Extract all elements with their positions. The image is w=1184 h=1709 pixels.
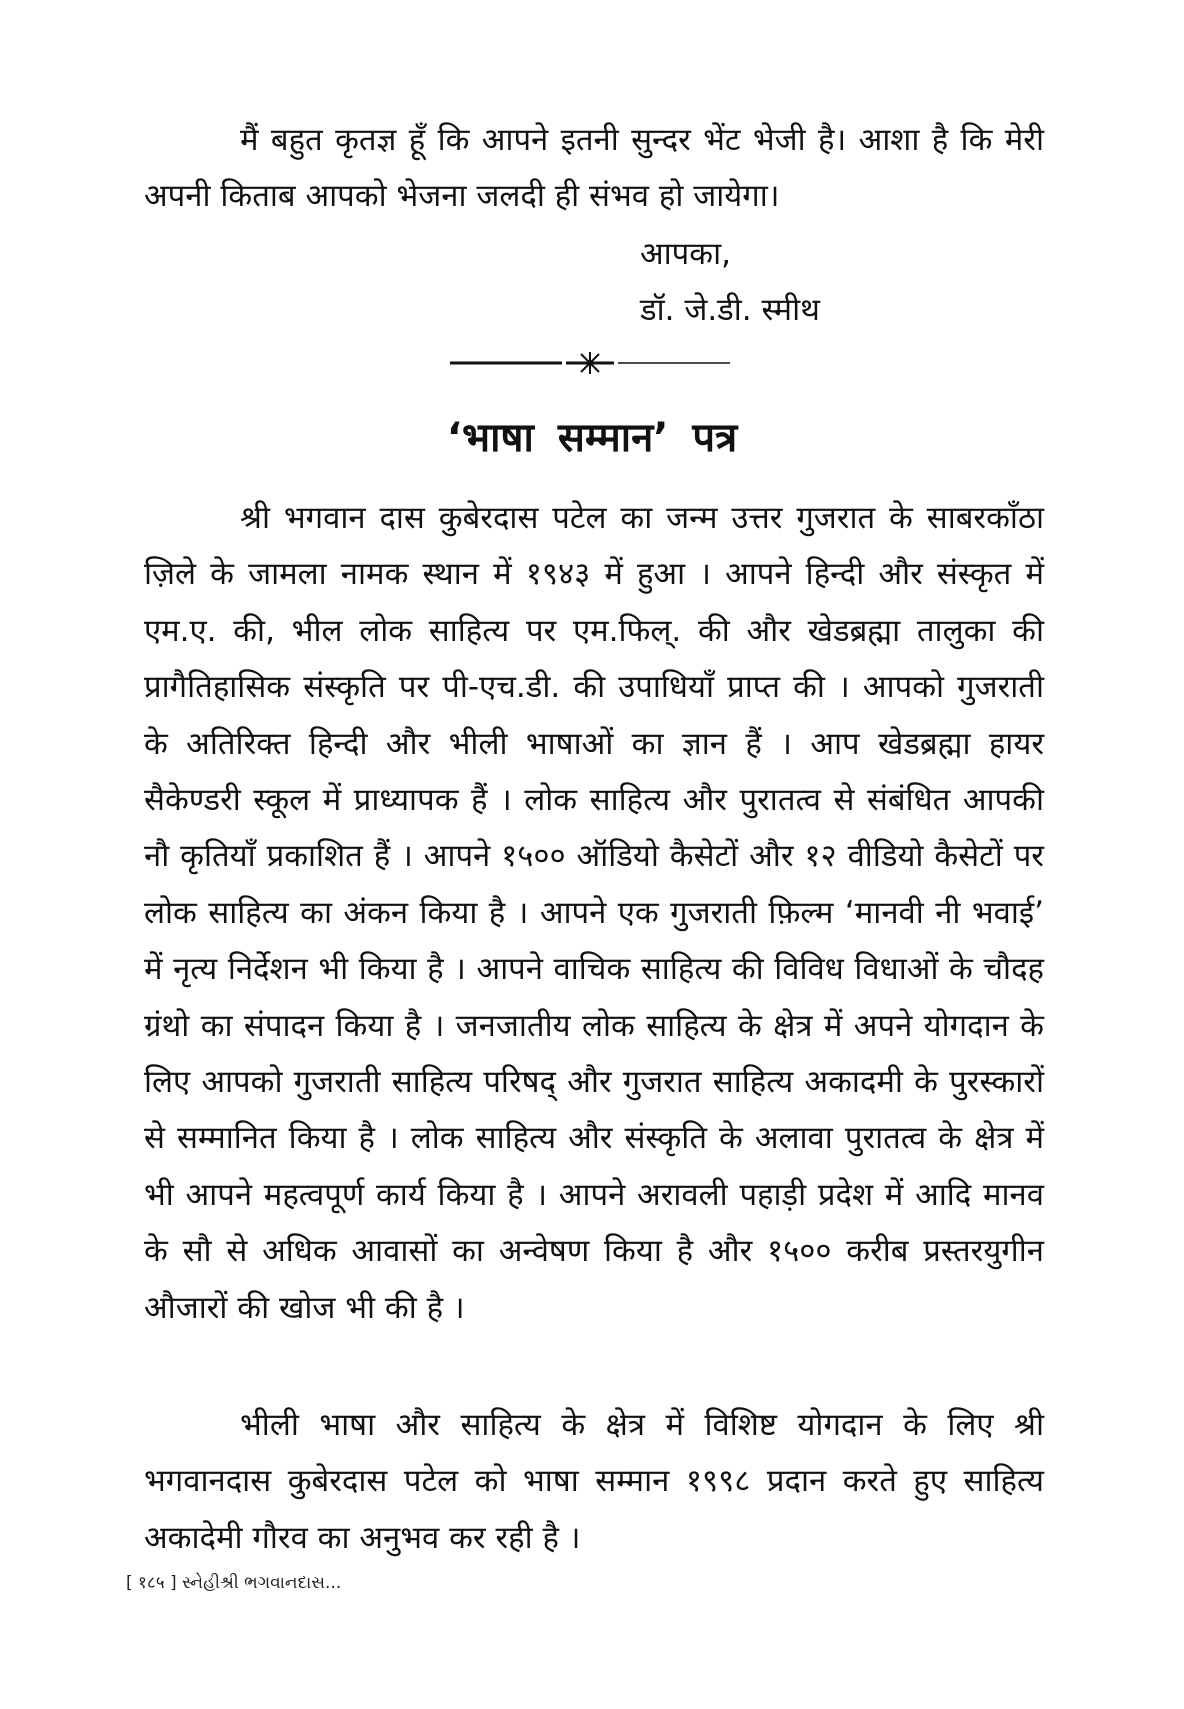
letter-closing: आपका, bbox=[640, 236, 731, 272]
letter-signature: डॉ. जे.डी. स्मीथ bbox=[640, 292, 820, 328]
divider-ornament-icon bbox=[566, 352, 614, 374]
letter-intro-paragraph: मैं बहुत कृतज्ञ हूँ कि आपने इतनी सुन्दर भेंट भेजी है। आशा है कि मेरी अपनी किताब आपको भेजना जलदी ही संभव हो जायेगा। bbox=[144, 122, 1044, 215]
page-footer: [ १८५ ] સ્નેહીશ્રી ભગવાનદાસ... bbox=[126, 1573, 342, 1593]
ornamental-divider bbox=[450, 348, 730, 378]
body-paragraph-1: श्री भगवान दास कुबेरदास पटेल का जन्म उत्तर गुजरात के साबरकाँठा ज़िले के जामला नामक स्थान में १९४३ में हुआ । आपने हिन्दी और संस्कृत में एम.ए. की, भील लोक साहित्य पर एम.फिल्. की और खेडब्रह्मा तालुका की प्रागैतिहासिक संस्कृति पर पी-एच.डी. की उपाधियाँ प्राप्त की । आपको गुजराती के अतिरिक्त हिन्दी और भीली भाषाओं का ज्ञान हैं । आप खेडब्रह्मा हायर सैकेण्डरी स्कूल में प्राध्यापक हैं । लोक साहित्य और पुरातत्व से संबंधित आपकी नौ कृतियाँ प्रकाशित हैं । आपने १५०० ऑडियो कैसेटों और १२ वीडियो कैसेटों पर लोक साहित्य का अंकन किया है । आपने एक गुजराती फ़िल्म ‘मानवी नी भवाई’ में नृत्य निर्देशन भी किया है । आपने वाचिक साहित्य की विविध विधाओं के चौदह ग्रंथो का संपादन किया है । जनजातीय लोक साहित्य के क्षेत्र में अपने योगदान के लिए आपको गुजराती साहित्य परिषद् और गुजरात साहित्य अकादमी के पुरस्कारों से सम्मानित किया है । लोक साहित्य और संस्कृति के अलावा पुरातत्व के क्षेत्र में भी आपने महत्वपूर्ण कार्य किया है । आपने अरावली पहाड़ी प्रदेश में आदि मानव के सौ से अधिक आवासों का अन्वेषण किया है और १५०० करीब प्रस्तरयुगीन औजारों की खोज भी की है । bbox=[144, 500, 1044, 1326]
body-paragraph-2: भीली भाषा और साहित्य के क्षेत्र में विशिष्ट योगदान के लिए श्री भगवानदास कुबेरदास पटेल को भाषा सम्मान १९९८ प्रदान करते हुए साहित्य अकादेमी गौरव का अनुभव कर रही है । bbox=[144, 1407, 1044, 1556]
section-title: ‘भाषा सम्मान’ पत्र bbox=[446, 415, 738, 461]
